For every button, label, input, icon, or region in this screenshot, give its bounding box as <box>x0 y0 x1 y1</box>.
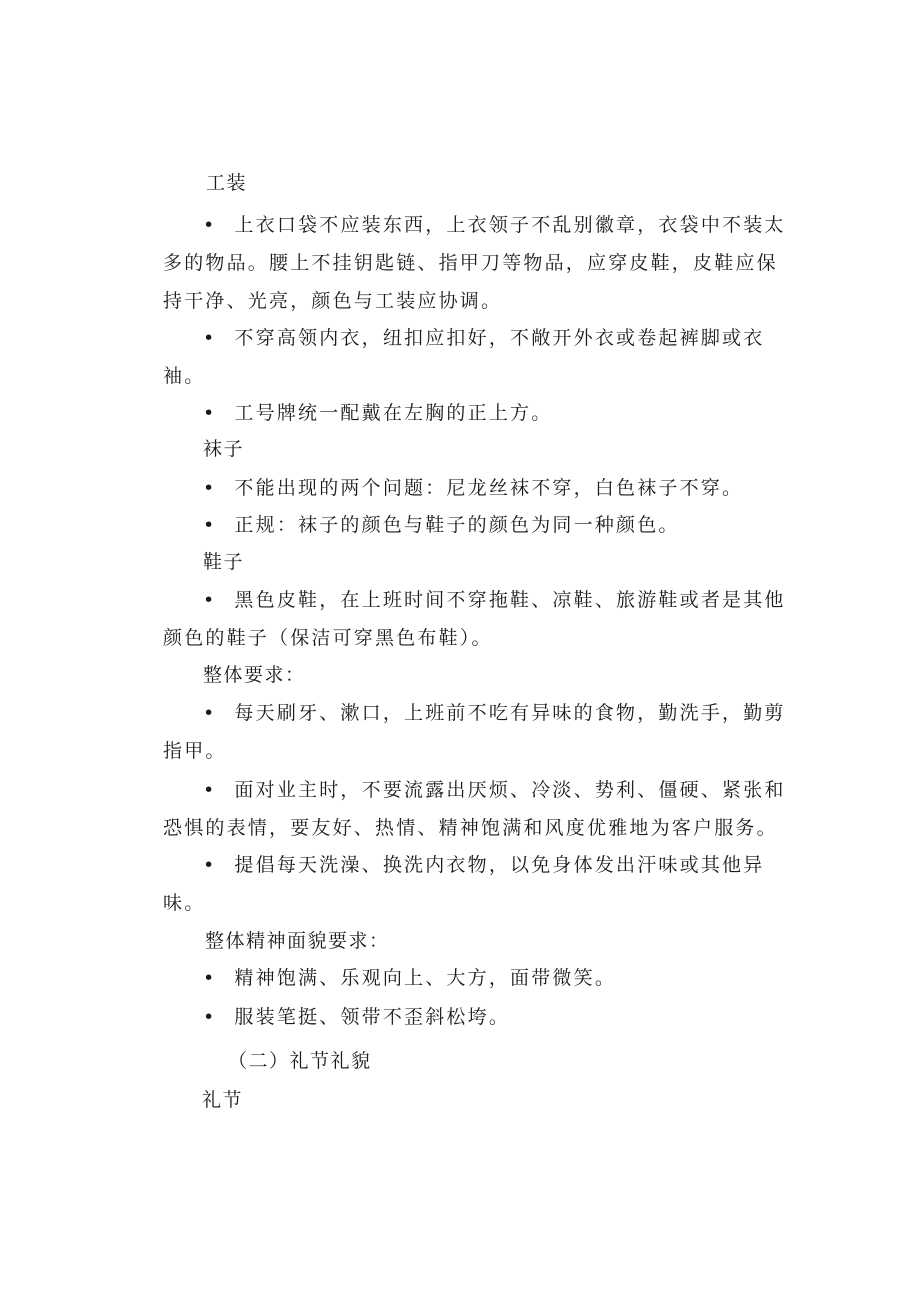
shoes-item-1-line-2: 颜色的鞋子（保洁可穿黑色布鞋）。 <box>163 627 493 649</box>
uniform-item-2-text: 不穿高领内衣，纽扣应扣好，不敞开外衣或卷起裤脚或衣 <box>234 327 765 349</box>
spirit-item-2-text: 服装笔挺、领带不歪斜松垮。 <box>234 1006 511 1028</box>
heading-etiquette: （二）礼节礼貌 <box>228 1050 372 1072</box>
uniform-item-1-text: 上衣口袋不应装东西，上衣领子不乱别徽章，衣袋中不装太 <box>234 214 786 236</box>
socks-item-2 <box>203 513 680 537</box>
bullet: • <box>203 779 217 801</box>
overall-item-3-text: 提倡每天洗澡、换洗内衣物，以免身体发出汗味或其他异 <box>234 854 765 876</box>
socks-item-2-text: 正规：袜子的颜色与鞋子的颜色为同一种颜色。 <box>234 514 680 536</box>
bullet: • <box>203 589 217 611</box>
bullet: • <box>203 327 217 349</box>
uniform-item-3-text: 工号牌统一配戴在左胸的正上方。 <box>234 402 553 424</box>
socks-item-1 <box>203 476 743 500</box>
bullet: • <box>203 1006 217 1028</box>
bullet: • <box>203 402 217 424</box>
overall-item-3-line-2: 味。 <box>163 892 206 914</box>
uniform-item-2-line-1 <box>203 326 764 350</box>
overall-item-2-line-1 <box>203 778 786 802</box>
bullet: • <box>203 854 217 876</box>
heading-overall: 整体要求： <box>203 664 306 686</box>
overall-item-2-text: 面对业主时，不要流露出厌烦、冷淡、势利、僵硬、紧张和 <box>234 779 786 801</box>
bullet: • <box>203 702 217 724</box>
overall-item-1-line-1 <box>203 701 786 725</box>
spirit-item-2 <box>203 1005 510 1029</box>
overall-item-3-line-1 <box>203 853 764 877</box>
spirit-item-1 <box>203 966 616 990</box>
bullet: • <box>203 214 217 236</box>
shoes-item-1-line-1 <box>203 588 786 612</box>
bullet: • <box>203 477 217 499</box>
heading-uniform: 工装 <box>206 172 248 194</box>
heading-socks: 袜子 <box>203 438 245 460</box>
overall-item-1-text: 每天刷牙、漱口，上班前不吃有异味的食物，勤洗手，勤剪 <box>234 702 786 724</box>
heading-shoes: 鞋子 <box>203 551 245 573</box>
bullet: • <box>203 967 217 989</box>
bullet: • <box>203 514 217 536</box>
overall-item-2-line-2: 恐惧的表情，要友好、热情、精神饱满和风度优雅地为客户服务。 <box>163 817 778 839</box>
subheading-etiquette: 礼节 <box>202 1089 244 1111</box>
uniform-item-1-line-2: 多的物品。腰上不挂钥匙链、指甲刀等物品，应穿皮鞋，皮鞋应保 <box>163 252 778 274</box>
overall-item-1-line-2: 指甲。 <box>163 740 227 762</box>
uniform-item-2-line-2: 袖。 <box>163 365 206 387</box>
heading-spirit: 整体精神面貌要求： <box>205 930 390 952</box>
uniform-item-1-line-1 <box>203 213 786 237</box>
spirit-item-1-text: 精神饱满、乐观向上、大方，面带微笑。 <box>234 967 617 989</box>
socks-item-1-text: 不能出现的两个问题：尼龙丝袜不穿，白色袜子不穿。 <box>234 477 744 499</box>
shoes-item-1-text: 黑色皮鞋，在上班时间不穿拖鞋、凉鞋、旅游鞋或者是其他 <box>234 589 786 611</box>
uniform-item-3-line-1 <box>203 401 552 425</box>
uniform-item-1-line-3: 持干净、光亮，颜色与工装应协调。 <box>163 290 503 312</box>
